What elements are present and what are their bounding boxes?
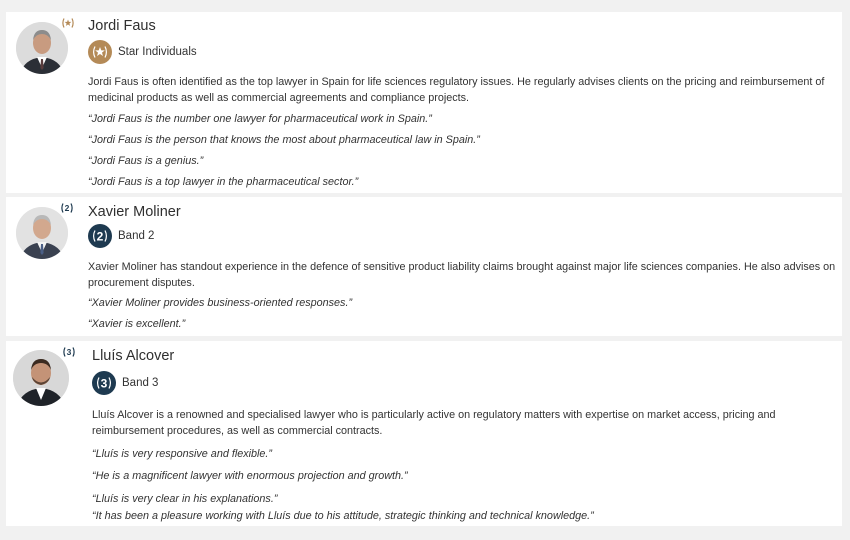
client-quote: “Lluís is very responsive and flexible.” xyxy=(92,448,273,460)
lawyer-name[interactable]: Xavier Moliner xyxy=(88,204,181,220)
client-quote: “It has been a pleasure working with Lluís due to his attitude, strategic thinking and technical knowledge.” xyxy=(92,510,594,522)
band-3-laurel-icon xyxy=(92,371,116,395)
band-2-corner-icon xyxy=(60,201,74,215)
lawyer-name[interactable]: Jordi Faus xyxy=(88,18,156,34)
lawyer-card-xavier-moliner xyxy=(6,197,842,336)
client-quote: “Jordi Faus is a genius.” xyxy=(88,155,204,167)
ranking xyxy=(92,371,158,395)
client-quote: “Jordi Faus is the number one lawyer for pharmaceutical work in Spain.” xyxy=(88,113,432,125)
ranking xyxy=(88,224,154,248)
lawyer-card-lluis-alcover xyxy=(6,341,842,526)
lawyer-name[interactable]: Lluís Alcover xyxy=(92,348,175,364)
corner-badge-number: 3 xyxy=(66,347,72,357)
lawyer-description: Jordi Faus is often identified as the top lawyer in Spain for life sciences regulatory issues. He regularly advises clients on the pricing and reimbursement of medicinal products as well as commercial agreements and compliance projects. xyxy=(88,76,825,104)
avatar[interactable] xyxy=(13,350,69,406)
client-quote: “Xavier is excellent.” xyxy=(88,318,186,330)
ranking xyxy=(88,40,197,64)
rank-label: Star Individuals xyxy=(118,46,197,58)
rank-number: 3 xyxy=(100,376,108,391)
corner-badge-number: 2 xyxy=(64,203,70,213)
client-quote: “Lluís is very clear in his explanations.” xyxy=(92,493,278,505)
star-corner-icon xyxy=(61,16,75,30)
lawyer-card-jordi-faus xyxy=(6,12,842,193)
band-3-corner-icon xyxy=(62,345,76,359)
client-quote: “Jordi Faus is a top lawyer in the pharmaceutical sector.” xyxy=(88,176,359,188)
rank-label: Band 2 xyxy=(118,230,155,242)
star-laurel-icon xyxy=(88,40,112,64)
client-quote: “He is a magnificent lawyer with enormous projection and growth.” xyxy=(92,470,408,482)
rank-number: 2 xyxy=(96,229,104,244)
client-quote: “Xavier Moliner provides business-oriented responses.” xyxy=(88,297,353,309)
band-2-laurel-icon xyxy=(88,224,112,248)
lawyer-description: Lluís Alcover is a renowned and specialised lawyer who is particularly active on regulatory matters with expertise on market access, pricing and reimbursement procedures, as well as commercial contracts. xyxy=(92,409,776,437)
lawyer-description: Xavier Moliner has standout experience in the defence of sensitive product liability claims brought against major life sciences companies. He also advises on procurement disputes. xyxy=(88,261,836,289)
client-quote: “Jordi Faus is the person that knows the most about pharmaceutical law in Spain.” xyxy=(88,134,480,146)
rank-label: Band 3 xyxy=(122,377,159,389)
